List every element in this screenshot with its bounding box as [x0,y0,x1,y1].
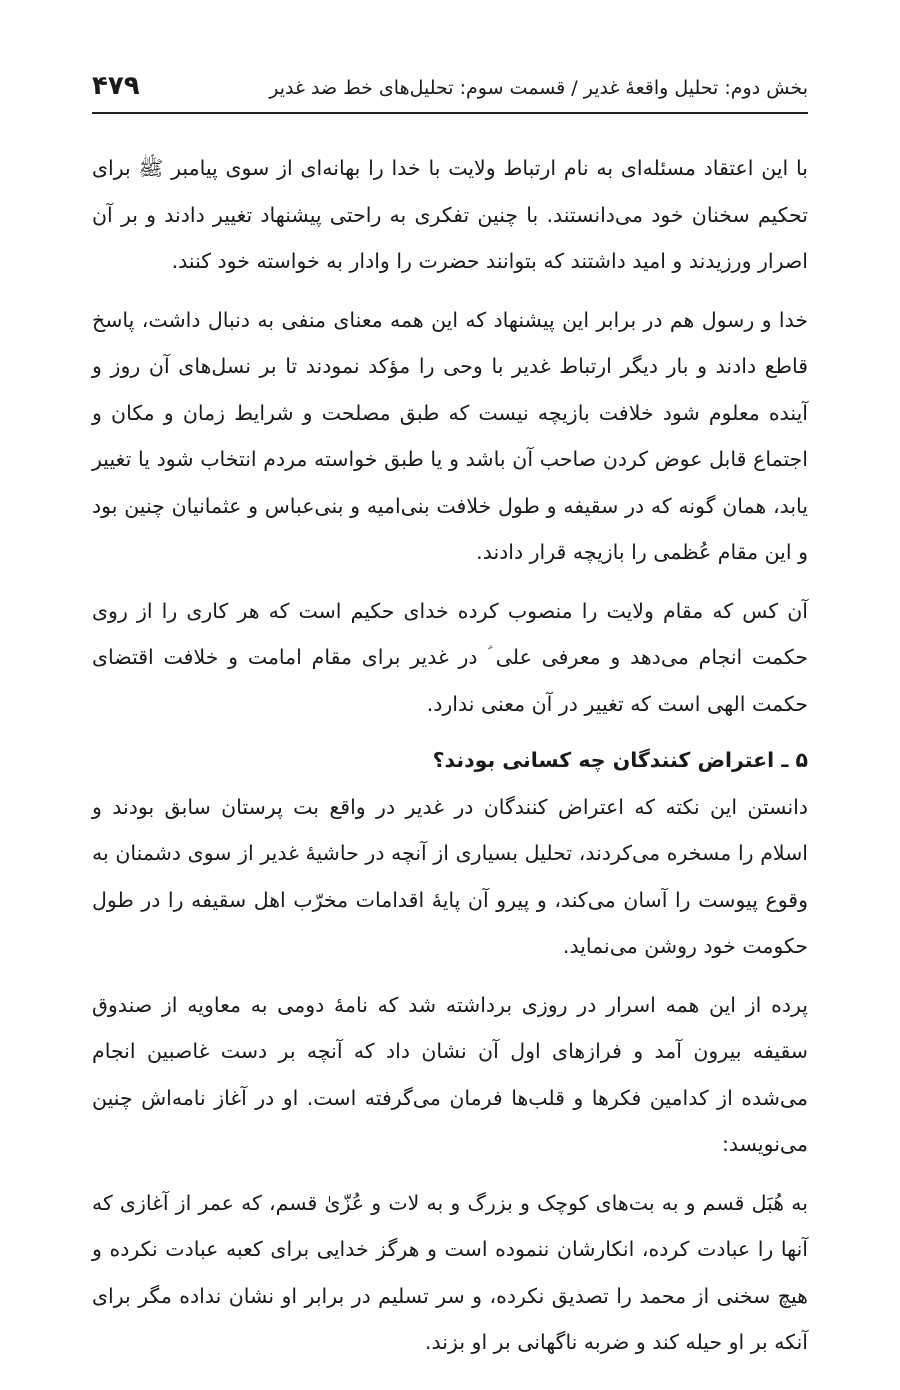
running-title: بخش دوم: تحلیل واقعهٔ غدیر / قسمت سوم: تحلیل‌های خط ضد غدیر [269,77,808,99]
quoted-letter-paragraph: به هُبَل قسم و به بت‌های کوچک و بزرگ و به لات و عُزّیٰ قسم، که عمر از آغازی که آنها را عبادت کرده، انکارشان ننموده است و هرگز خدایی برای کعبه عبادت نکرده و هیچ سخنی از محمد را تصدیق نکرده، و سر تسلیم در برابر او نشان نداده مگر برای آنکه بر او حیله کند و ضربه ناگهانی بر او بزند. [92,1190,808,1354]
paragraph: پرده از این همه اسرار در روزی برداشته شد که نامهٔ دومی به معاویه از صندوق سقیفه بیرون آمد و فرازهای اول آن نشان داد که آنچه بر دست غاصبین انجام می‌شده از کدامین فکرها و قلب‌ها فرمان می‌گرفته است. او در آغاز نامه‌اش چنین می‌نویسد: [92,992,808,1156]
page-header [92,60,808,114]
paragraph: آن کس که مقام ولایت را منصوب کرده خدای حکیم است که هر کاری را از روی حکمت انجام می‌دهد و معرفی علی ؑ در غدیر برای مقام امامت و خلافت اقتضای حکمت الهی است که تغییر در آن معنی ندارد. [92,598,808,716]
paragraph: با این اعتقاد مسئله‌ای به نام ارتباط ولایت با خدا را بهانه‌ای از سوی پیامبر ﷺ برای تحکیم سخنان خود می‌دانستند. با چنین تفکری به راحتی پیشنهاد تغییر دادند و بر آن اصرار ورزیدند و امید داشتند که بتوانند حضرت را وادار به خواسته خود کنند. [92,156,808,273]
section-heading: ۵ ـ اعتراض کنندگان چه کسانی بودند؟ [432,748,808,772]
page-number: ۴۷۹ [92,71,140,101]
body-text [92,145,808,1366]
paragraph: خدا و رسول هم در برابر این پیشنهاد که این همه معنای منفی به دنبال داشت، پاسخ قاطع دادند و بار دیگر ارتباط غدیر با وحی را مؤکد نمودند تا بر نسل‌های آن روز و آینده معلوم شود خلافت بازیچه نیست که طبق مصلحت و شرایط زمان و مکان و اجتماع قابل عوض کردن صاحب آن باشد و یا طبق خواسته مردم انتخاب شود یا تغییر یابد، همان گونه که در سقیفه و طول خلافت بنی‌امیه و بنی‌عباس و عثمانیان چنین بود و این مقام عُظمی را بازیچه قرار دادند. [92,307,808,564]
paragraph: دانستن این نکته که اعتراض کنندگان در غدیر در واقع بت پرستان سابق بودند و اسلام را مسخره می‌کردند، تحلیل بسیاری از آنچه در حاشیهٔ غدیر از سوی دشمنان به وقوع پیوست را آسان می‌کند، و پیرو آن پایهٔ اقدامات مخرّب اهل سقیفه را در طول حکومت خود روشن می‌نماید. [92,794,808,958]
